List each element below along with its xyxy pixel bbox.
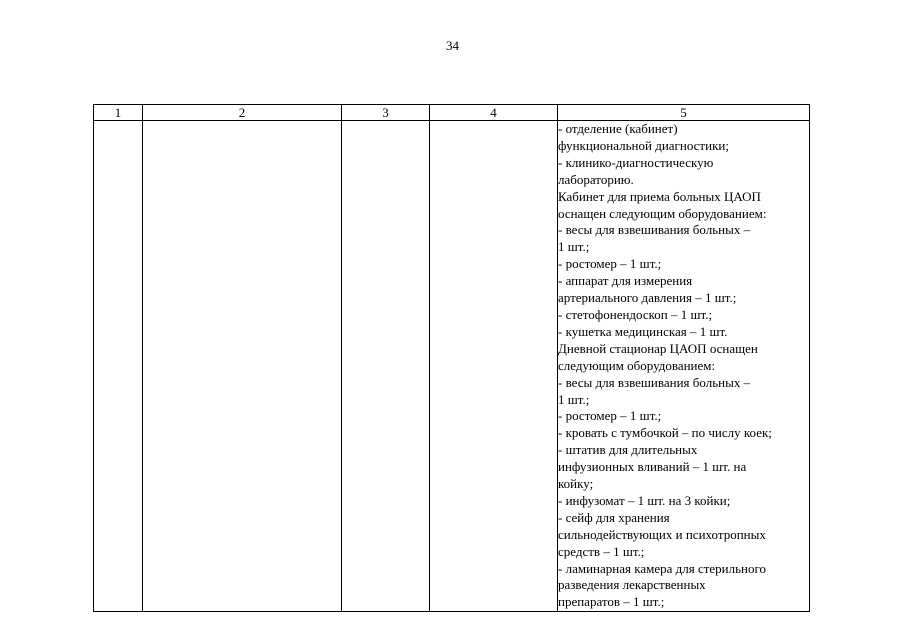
text-line: сильнодействующих и психотропных — [558, 526, 766, 542]
text-line: - клинико-диагностическую — [558, 154, 714, 170]
text-line: лабораторию. — [558, 171, 634, 187]
table-row — [94, 121, 810, 612]
document-table — [93, 104, 810, 612]
column-header-4: 4 — [430, 105, 558, 121]
equipment-text-block — [558, 121, 809, 611]
text-line: функциональной диагностики; — [558, 137, 729, 153]
column-header-3: 3 — [342, 105, 430, 121]
text-line: - весы для взвешивания больных – — [558, 222, 751, 238]
text-line: - ростомер – 1 шт.; — [558, 408, 662, 424]
text-line: - ростомер – 1 шт.; — [558, 256, 662, 272]
column-header-1: 1 — [94, 105, 143, 121]
table-header-row — [94, 105, 810, 121]
cell-col-5-equipment-list — [558, 121, 810, 612]
text-line: инфузионных вливаний – 1 шт. на — [558, 459, 747, 475]
text-line: - весы для взвешивания больных – — [558, 374, 751, 390]
text-line: 1 шт.; — [558, 391, 590, 407]
text-line: - кровать с тумбочкой – по числу коек; — [558, 425, 772, 441]
text-line: - инфузомат – 1 шт. на 3 койки; — [558, 492, 731, 508]
cell-col-3 — [342, 121, 430, 612]
text-line: - отделение (кабинет) — [558, 121, 678, 136]
page-number: 34 — [446, 38, 459, 53]
column-header-2: 2 — [143, 105, 342, 121]
text-line: - аппарат для измерения — [558, 273, 693, 289]
text-line: - ламинарная камера для стерильного — [558, 560, 766, 576]
text-line: оснащен следующим оборудованием: — [558, 205, 767, 221]
text-line: Дневной стационар ЦАОП оснащен — [558, 340, 758, 356]
cell-col-2 — [143, 121, 342, 612]
text-line: койку; — [558, 476, 594, 492]
text-line: следующим оборудованием: — [558, 357, 716, 373]
text-line: - стетофонендоскоп – 1 шт.; — [558, 306, 713, 322]
text-line: препаратов – 1 шт.; — [558, 594, 665, 610]
cell-col-1 — [94, 121, 143, 612]
text-line: разведения лекарственных — [558, 577, 706, 593]
cell-col-4 — [430, 121, 558, 612]
text-line: - сейф для хранения — [558, 509, 670, 525]
text-line: артериального давления – 1 шт.; — [558, 290, 737, 306]
text-line: Кабинет для приема больных ЦАОП — [558, 188, 761, 204]
text-line: - штатив для длительных — [558, 442, 698, 458]
text-line: средств – 1 шт.; — [558, 543, 645, 559]
text-line: - кушетка медицинская – 1 шт. — [558, 323, 728, 339]
column-header-5: 5 — [558, 105, 810, 121]
text-line: 1 шт.; — [558, 239, 590, 255]
